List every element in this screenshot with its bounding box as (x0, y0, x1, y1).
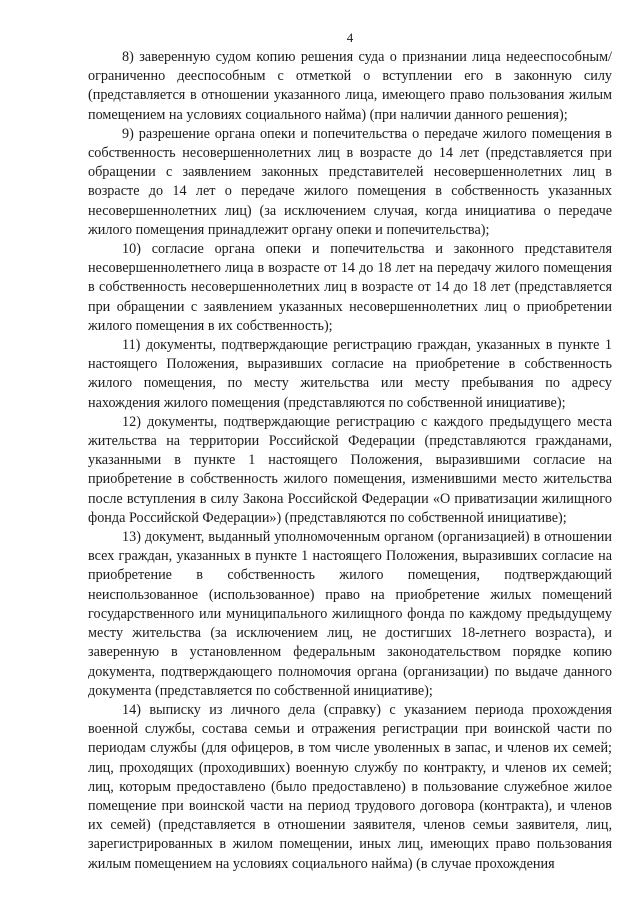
paragraph-item-9: 9) разрешение органа опеки и попечительства о передаче жилого помещения в собственность несовершеннолетних лиц в возрасте до 14 лет (представляется при обращении с заявлением законных представителей несовершеннолетних лиц в возрасте до 14 лет о передаче жилого помещения в собственность указанных несовершеннолетних лиц) (за исключением случая, когда инициатива о передаче жилого помещения принадлежит органу опеки и попечительства); (88, 125, 612, 238)
paragraph-item-13: 13) документ, выданный уполномоченным органом (организацией) в отношении всех граждан, указанных в пункте 1 настоящего Положения, выразивших согласие на приобретение в собственность жилого помещения, подтверждающий неиспользованное (использованное) право на приобретение жилых помещений государственного или муниципального жилищного фонда по каждому предыдущему месту жительства (за исключением лиц, не достигших 18-летнего возраста), и заверенную в установленном федеральным законодательством порядке копию документа, подтверждающего полномочия органа (организации) по выдаче данного документа (представляется по собственной инициативе); (88, 529, 612, 699)
paragraph-item-14: 14) выписку из личного дела (справку) с указанием периода прохождения военной службы, состава семьи и отражения регистрации при воинской части по периодам службы (для офицеров, в том числе уволенных в запас, и членов их семей; лиц, проходящих (проходивших) военную службу по контракту, и членов их семей; лиц, которым предоставлено (было предоставлено) в пользование служебное жилое помещение при воинской части на период трудового договора (контракта), и членов их семей) (представляется в отношении заявителя, членов семьи заявителя, лиц, зарегистрированных в жилом помещении, иных лиц, имеющих право пользования жилым помещением на условиях социального найма) (в случае прохождения (88, 701, 612, 872)
paragraph-item-11: 11) документы, подтверждающие регистрацию граждан, указанных в пункте 1 настоящего Положения, выразивших согласие на приобретение в собственность жилого помещения, по месту жительства или месту пребывания по адресу нахождения жилого помещения (представляются по собственной инициативе); (88, 337, 612, 411)
page-number: 4 (346, 30, 354, 45)
paragraph-item-8: 8) заверенную судом копию решения суда о признании лица недееспособным/ограниченно дееспособным с отметкой о вступлении его в законную силу (представляется в отношении указанного лица, имеющего право пользования жилым помещением на условиях социального найма) (при наличии данного решения); (88, 49, 612, 123)
paragraph-item-10: 10) согласие органа опеки и попечительства и законного представителя несовершеннолетнего лица в возрасте от 14 до 18 лет на передачу жилого помещения в собственность несовершеннолетних лиц в возрасте от 14 до 18 лет (представляется при обращении с заявлением указанных несовершеннолетних лиц о приобретении жилого помещения в их собственность); (88, 241, 612, 334)
paragraph-item-12: 12) документы, подтверждающие регистрацию с каждого предыдущего места жительства на территории Российской Федерации (представляются гражданами, указанными в пункте 1 настоящего Положения, выразившими согласие на приобретение в собственность жилого помещения, изменившими место жительства после вступления в силу Закона Российской Федерации «О приватизации жилищного фонда Российской Федерации») (представляются по собственной инициативе); (88, 413, 612, 526)
